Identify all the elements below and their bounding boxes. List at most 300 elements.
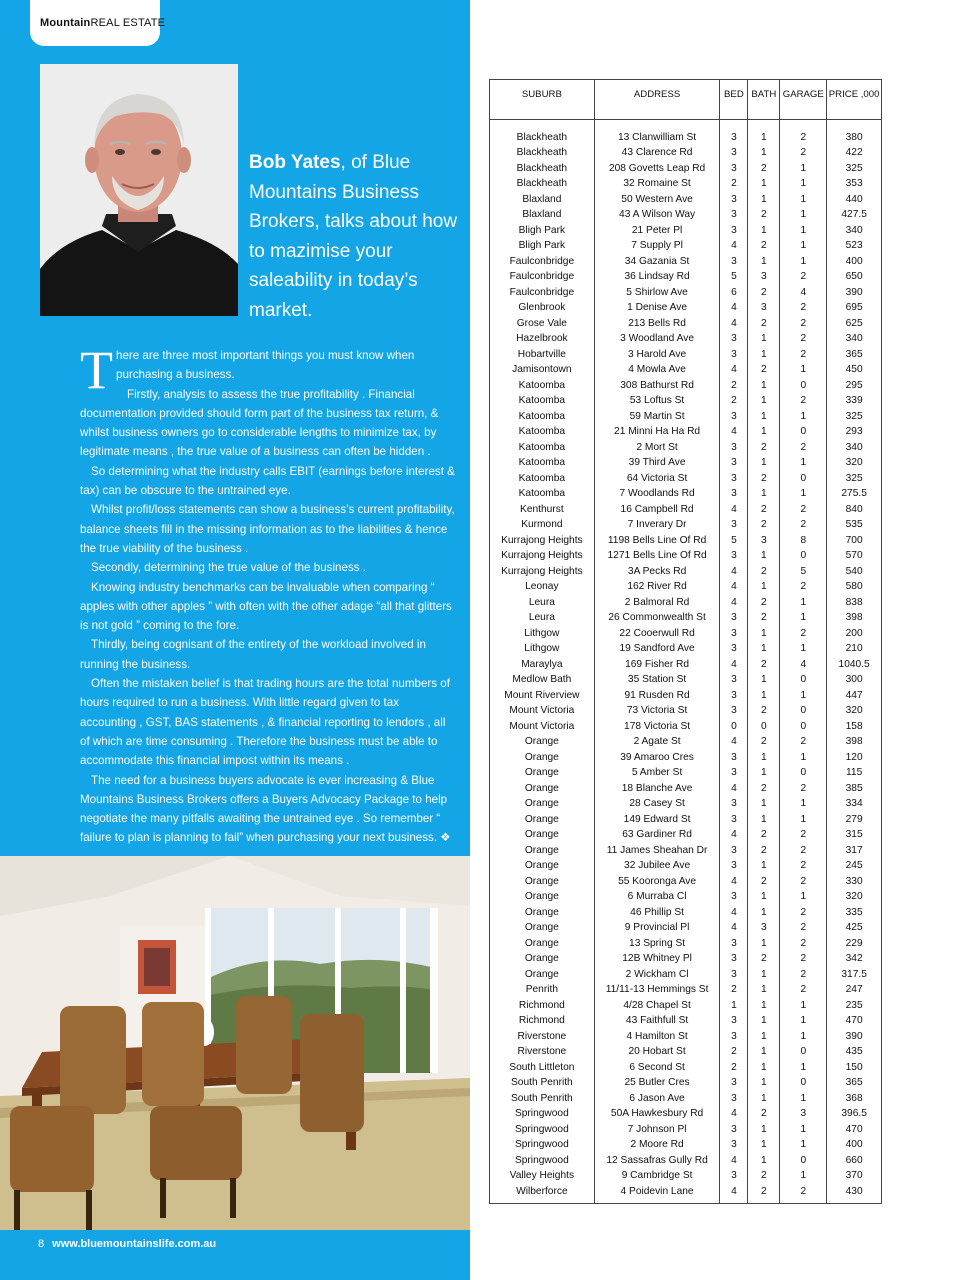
cell-garage: 1	[780, 362, 827, 378]
cell-price: 523	[827, 238, 882, 254]
col-header-bed: BED	[720, 80, 748, 120]
cell-garage: 2	[780, 858, 827, 874]
cell-bed: 4	[720, 920, 748, 936]
section-brand: Mountain	[40, 17, 91, 29]
cell-address: 7 Johnson Pl	[594, 1122, 720, 1138]
cell-suburb: Bligh Park	[490, 238, 595, 254]
table-row	[490, 1029, 882, 1045]
cell-bed: 4	[720, 316, 748, 332]
cell-garage: 1	[780, 238, 827, 254]
cell-garage: 2	[780, 781, 827, 797]
cell-bath: 2	[748, 471, 780, 487]
section-tab	[30, 0, 166, 46]
cell-bed: 4	[720, 734, 748, 750]
cell-bath: 1	[748, 1153, 780, 1169]
cell-address: 20 Hobart St	[594, 1044, 720, 1060]
cell-address: 213 Bells Rd	[594, 316, 720, 332]
cell-address: 50 Western Ave	[594, 192, 720, 208]
cell-bed: 4	[720, 1184, 748, 1204]
table-row	[490, 1106, 882, 1122]
cell-address: 63 Gardiner Rd	[594, 827, 720, 843]
table-row	[490, 533, 882, 549]
cell-bed: 4	[720, 905, 748, 921]
cell-garage: 2	[780, 331, 827, 347]
article-paragraph: Knowing industry benchmarks can be invaluable when comparing “ apples with other apples ” with often with the other adage “all that glitters is not gold ” coming to the fore.	[80, 580, 452, 633]
website-link[interactable]: www.bluemountainslife.com.au	[52, 1238, 217, 1250]
cell-price: 325	[827, 161, 882, 177]
cell-suburb: Lithgow	[490, 626, 595, 642]
cell-address: 6 Murraba Cl	[594, 889, 720, 905]
cell-suburb: Orange	[490, 750, 595, 766]
cell-bed: 3	[720, 517, 748, 533]
cell-address: 32 Romaine St	[594, 176, 720, 192]
cell-address: 26 Commonwealth St	[594, 610, 720, 626]
cell-garage: 2	[780, 626, 827, 642]
cell-suburb: Mount Victoria	[490, 719, 595, 735]
table-row	[490, 176, 882, 192]
cell-bath: 2	[748, 502, 780, 518]
cell-suburb: Blackheath	[490, 130, 595, 146]
cell-bed: 2	[720, 1044, 748, 1060]
spacer-cell	[748, 120, 780, 130]
cell-suburb: Orange	[490, 843, 595, 859]
cell-price: 650	[827, 269, 882, 285]
cell-price: 390	[827, 1029, 882, 1045]
cell-garage: 2	[780, 874, 827, 890]
table-row	[490, 471, 882, 487]
cell-price: 335	[827, 905, 882, 921]
cell-bed: 1	[720, 998, 748, 1014]
cell-suburb: South Littleton	[490, 1060, 595, 1076]
cell-bed: 3	[720, 688, 748, 704]
cell-bath: 1	[748, 424, 780, 440]
cell-suburb: Springwood	[490, 1106, 595, 1122]
cell-price: 120	[827, 750, 882, 766]
cell-price: 540	[827, 564, 882, 580]
cell-price: 396.5	[827, 1106, 882, 1122]
table-row	[490, 130, 882, 146]
drop-cap: T	[80, 340, 113, 400]
cell-garage: 1	[780, 176, 827, 192]
table-row	[490, 874, 882, 890]
cell-address: 19 Sandford Ave	[594, 641, 720, 657]
cell-price: 700	[827, 533, 882, 549]
cell-suburb: Richmond	[490, 1013, 595, 1029]
col-header-suburb: SUBURB	[490, 80, 595, 120]
cell-bath: 1	[748, 1137, 780, 1153]
cell-bed: 4	[720, 564, 748, 580]
article-paragraph: The need for a business buyers advocate is ever increasing & Blue Mountains Business Brokers offers a Buyers Advocacy Package to help negotiate the many pitfalls awaiting the untrained eye . So remember “ failure to plan is planning to fail” when purchasing your next business. ❖	[80, 773, 451, 845]
cell-bath: 1	[748, 579, 780, 595]
cell-bath: 2	[748, 207, 780, 223]
cell-suburb: Valley Heights	[490, 1168, 595, 1184]
cell-bed: 3	[720, 641, 748, 657]
cell-address: 5 Amber St	[594, 765, 720, 781]
cell-bath: 3	[748, 269, 780, 285]
cell-bed: 3	[720, 626, 748, 642]
cell-suburb: Orange	[490, 905, 595, 921]
cell-address: 1 Denise Ave	[594, 300, 720, 316]
cell-suburb: Orange	[490, 920, 595, 936]
cell-address: 55 Kooronga Ave	[594, 874, 720, 890]
dining-room-photo	[0, 856, 470, 1230]
table-row	[490, 610, 882, 626]
cell-suburb: Springwood	[490, 1153, 595, 1169]
cell-bath: 1	[748, 858, 780, 874]
article-paragraph: Secondly, determining the true value of the business .	[91, 561, 366, 575]
cell-garage: 2	[780, 951, 827, 967]
cell-bath: 1	[748, 672, 780, 688]
cell-garage: 2	[780, 936, 827, 952]
cell-address: 22 Cooerwull Rd	[594, 626, 720, 642]
table-row	[490, 362, 882, 378]
cell-suburb: Hobartville	[490, 347, 595, 363]
cell-bed: 5	[720, 269, 748, 285]
article-paragraph	[80, 340, 458, 462]
cell-address: 32 Jubilee Ave	[594, 858, 720, 874]
cell-bed: 2	[720, 393, 748, 409]
cell-garage: 1	[780, 1029, 827, 1045]
cell-garage: 2	[780, 347, 827, 363]
cell-address: 7 Supply Pl	[594, 238, 720, 254]
cell-price: 340	[827, 223, 882, 239]
cell-bath: 2	[748, 734, 780, 750]
cell-garage: 2	[780, 920, 827, 936]
cell-address: 59 Martin St	[594, 409, 720, 425]
table-row	[490, 145, 882, 161]
sales-results-table	[489, 79, 882, 1204]
cell-garage: 0	[780, 1075, 827, 1091]
spacer-cell	[594, 120, 720, 130]
cell-bed: 0	[720, 719, 748, 735]
cell-price: 317.5	[827, 967, 882, 983]
cell-bed: 3	[720, 1075, 748, 1091]
cell-bath: 2	[748, 1184, 780, 1204]
cell-suburb: Orange	[490, 765, 595, 781]
table-row	[490, 796, 882, 812]
cell-price: 435	[827, 1044, 882, 1060]
cell-bed: 5	[720, 533, 748, 549]
cell-address: 5 Shirlow Ave	[594, 285, 720, 301]
cell-bath: 2	[748, 874, 780, 890]
cell-price: 229	[827, 936, 882, 952]
section-name: REAL ESTATE	[90, 17, 166, 29]
cell-address: 35 Station St	[594, 672, 720, 688]
cell-bed: 2	[720, 378, 748, 394]
table-row	[490, 750, 882, 766]
cell-address: 43 A Wilson Way	[594, 207, 720, 223]
cell-address: 7 Inverary Dr	[594, 517, 720, 533]
headline-text: , of Blue Mountains Business Brokers, talks about how to mazimise your saleability in today’s market.	[249, 152, 458, 321]
cell-address: 21 Peter Pl	[594, 223, 720, 239]
cell-suburb: Katoomba	[490, 378, 595, 394]
cell-bath: 0	[748, 719, 780, 735]
cell-garage: 1	[780, 812, 827, 828]
table-row	[490, 409, 882, 425]
cell-garage: 0	[780, 471, 827, 487]
cell-bath: 1	[748, 192, 780, 208]
cell-address: 39 Third Ave	[594, 455, 720, 471]
spacer-cell	[780, 120, 827, 130]
cell-bed: 3	[720, 455, 748, 471]
cell-address: 162 River Rd	[594, 579, 720, 595]
cell-bed: 3	[720, 440, 748, 456]
cell-bed: 3	[720, 750, 748, 766]
table-row	[490, 905, 882, 921]
page-number: 8	[38, 1238, 45, 1250]
table-row	[490, 254, 882, 270]
cell-price: 293	[827, 424, 882, 440]
cell-price: 398	[827, 610, 882, 626]
cell-suburb: Katoomba	[490, 393, 595, 409]
cell-garage: 1	[780, 1060, 827, 1076]
table-row	[490, 207, 882, 223]
cell-bed: 2	[720, 1060, 748, 1076]
cell-bed: 3	[720, 1122, 748, 1138]
cell-bath: 1	[748, 750, 780, 766]
cell-bath: 3	[748, 300, 780, 316]
article-headline	[249, 148, 461, 326]
table-row	[490, 967, 882, 983]
cell-bed: 3	[720, 347, 748, 363]
cell-bath: 1	[748, 967, 780, 983]
cell-price: 325	[827, 471, 882, 487]
cell-price: 430	[827, 1184, 882, 1204]
table-row	[490, 998, 882, 1014]
cell-bath: 2	[748, 951, 780, 967]
cell-suburb: Faulconbridge	[490, 285, 595, 301]
cell-garage: 0	[780, 719, 827, 735]
cell-suburb: Springwood	[490, 1122, 595, 1138]
cell-garage: 1	[780, 998, 827, 1014]
spacer-cell	[490, 120, 595, 130]
cell-garage: 2	[780, 827, 827, 843]
cell-address: 149 Edward St	[594, 812, 720, 828]
article-paragraph: Whilst profit/loss statements can show a business’s current profitability, balance sheets fill in the missing information as to the liabilities & hence the true viability of the business .	[80, 503, 455, 555]
cell-address: 4 Mowla Ave	[594, 362, 720, 378]
cell-address: 6 Jason Ave	[594, 1091, 720, 1107]
cell-address: 11 James Sheahan Dr	[594, 843, 720, 859]
section-label	[40, 17, 165, 29]
cell-bed: 2	[720, 176, 748, 192]
cell-bath: 2	[748, 517, 780, 533]
author-name: Bob Yates	[249, 152, 341, 173]
cell-suburb: Leura	[490, 610, 595, 626]
cell-price: 625	[827, 316, 882, 332]
cell-bath: 1	[748, 626, 780, 642]
cell-bath: 1	[748, 1091, 780, 1107]
cell-garage: 2	[780, 982, 827, 998]
cell-suburb: Grose Vale	[490, 316, 595, 332]
cell-suburb: Lithgow	[490, 641, 595, 657]
table-row	[490, 1184, 882, 1204]
cell-garage: 1	[780, 254, 827, 270]
cell-garage: 1	[780, 889, 827, 905]
cell-garage: 1	[780, 750, 827, 766]
table-row	[490, 517, 882, 533]
cell-price: 660	[827, 1153, 882, 1169]
cell-address: 43 Faithfull St	[594, 1013, 720, 1029]
cell-bath: 2	[748, 161, 780, 177]
cell-bed: 3	[720, 812, 748, 828]
cell-address: 9 Provincial Pl	[594, 920, 720, 936]
cell-bed: 3	[720, 703, 748, 719]
cell-price: 320	[827, 455, 882, 471]
cell-bed: 3	[720, 1168, 748, 1184]
cell-bed: 3	[720, 223, 748, 239]
cell-bed: 3	[720, 548, 748, 564]
cell-address: 39 Amaroo Cres	[594, 750, 720, 766]
table-row	[490, 424, 882, 440]
cell-bath: 2	[748, 1168, 780, 1184]
cell-bath: 1	[748, 1029, 780, 1045]
cell-garage: 0	[780, 672, 827, 688]
cell-price: 427.5	[827, 207, 882, 223]
cell-bath: 3	[748, 533, 780, 549]
cell-bed: 3	[720, 765, 748, 781]
cell-price: 325	[827, 409, 882, 425]
cell-suburb: Kurrajong Heights	[490, 533, 595, 549]
cell-garage: 1	[780, 1122, 827, 1138]
cell-bed: 4	[720, 238, 748, 254]
cell-garage: 0	[780, 765, 827, 781]
table-body	[490, 120, 882, 1204]
col-header-address: ADDRESS	[594, 80, 720, 120]
col-header-bath: BATH	[748, 80, 780, 120]
cell-price: 150	[827, 1060, 882, 1076]
table-row	[490, 579, 882, 595]
cell-price: 580	[827, 579, 882, 595]
cell-price: 340	[827, 331, 882, 347]
table-row	[490, 626, 882, 642]
cell-suburb: Katoomba	[490, 424, 595, 440]
table-row	[490, 347, 882, 363]
article-intro: here are three most important things you must know when purchasing a business.	[116, 349, 415, 382]
cell-garage: 1	[780, 486, 827, 502]
cell-bed: 3	[720, 672, 748, 688]
cell-address: 36 Lindsay Rd	[594, 269, 720, 285]
cell-suburb: Kurmond	[490, 517, 595, 533]
cell-address: 1198 Bells Line Of Rd	[594, 533, 720, 549]
cell-suburb: Orange	[490, 827, 595, 843]
cell-bed: 4	[720, 300, 748, 316]
cell-garage: 1	[780, 455, 827, 471]
cell-garage: 2	[780, 316, 827, 332]
article-text: Firstly, analysis to assess the true profitability . Financial documentation provided should form part of the business tax return, & whilst business owners go to considerable lengths to minimize tax, by legitimate means , the true value of a business can often be hidden .	[80, 387, 439, 459]
cell-price: 838	[827, 595, 882, 611]
cell-price: 368	[827, 1091, 882, 1107]
cell-price: 470	[827, 1122, 882, 1138]
cell-suburb: Leonay	[490, 579, 595, 595]
cell-address: 28 Casey St	[594, 796, 720, 812]
cell-bath: 1	[748, 548, 780, 564]
table-row	[490, 223, 882, 239]
cell-price: 390	[827, 285, 882, 301]
cell-bath: 1	[748, 409, 780, 425]
cell-bath: 1	[748, 130, 780, 146]
cell-bath: 1	[748, 796, 780, 812]
cell-garage: 1	[780, 1137, 827, 1153]
cell-bed: 3	[720, 889, 748, 905]
cell-bath: 1	[748, 455, 780, 471]
cell-suburb: Kurrajong Heights	[490, 564, 595, 580]
cell-price: 340	[827, 440, 882, 456]
article-paragraph: Thirdly, being cognisant of the entirety of the workload involved in running the business.	[80, 638, 426, 671]
cell-price: 320	[827, 703, 882, 719]
table-row	[490, 393, 882, 409]
cell-address: 178 Victoria St	[594, 719, 720, 735]
table-row	[490, 1075, 882, 1091]
cell-suburb: Orange	[490, 936, 595, 952]
cell-garage: 2	[780, 843, 827, 859]
cell-garage: 0	[780, 1044, 827, 1060]
article-paragraph: Often the mistaken belief is that trading hours are the total numbers of hours required to run a business. With little regard given to tax accounting , GST, BAS statements , & financial reporting to lendors , all of which are time consuming . Therefore the business must be able to accommodate this financial impost within its means .	[80, 677, 450, 768]
cell-suburb: Kurrajong Heights	[490, 548, 595, 564]
cell-address: 3 Harold Ave	[594, 347, 720, 363]
cell-garage: 1	[780, 796, 827, 812]
cell-price: 385	[827, 781, 882, 797]
cell-price: 570	[827, 548, 882, 564]
table-row	[490, 920, 882, 936]
cell-price: 470	[827, 1013, 882, 1029]
cell-bed: 4	[720, 874, 748, 890]
cell-bath: 2	[748, 595, 780, 611]
cell-bath: 2	[748, 1106, 780, 1122]
cell-bed: 4	[720, 827, 748, 843]
cell-bath: 1	[748, 905, 780, 921]
cell-address: 2 Mort St	[594, 440, 720, 456]
table-row	[490, 300, 882, 316]
table-row	[490, 781, 882, 797]
cell-bath: 3	[748, 920, 780, 936]
cell-address: 2 Agate St	[594, 734, 720, 750]
cell-address: 2 Moore Rd	[594, 1137, 720, 1153]
cell-bed: 4	[720, 424, 748, 440]
table-row	[490, 440, 882, 456]
cell-price: 295	[827, 378, 882, 394]
table-row	[490, 1168, 882, 1184]
cell-price: 535	[827, 517, 882, 533]
cell-suburb: Leura	[490, 595, 595, 611]
cell-bed: 3	[720, 471, 748, 487]
cell-bed: 3	[720, 409, 748, 425]
table-row	[490, 316, 882, 332]
cell-bath: 1	[748, 1044, 780, 1060]
cell-address: 12B Whitney Pl	[594, 951, 720, 967]
table-row	[490, 765, 882, 781]
cell-suburb: Katoomba	[490, 440, 595, 456]
cell-price: 115	[827, 765, 882, 781]
cell-bed: 4	[720, 579, 748, 595]
cell-address: 9 Cambridge St	[594, 1168, 720, 1184]
cell-address: 3 Woodland Ave	[594, 331, 720, 347]
cell-bath: 1	[748, 1075, 780, 1091]
cell-bath: 2	[748, 827, 780, 843]
cell-suburb: Jamisontown	[490, 362, 595, 378]
cell-garage: 0	[780, 424, 827, 440]
cell-address: 11/11-13 Hemmings St	[594, 982, 720, 998]
cell-garage: 1	[780, 1013, 827, 1029]
table-row	[490, 858, 882, 874]
cell-suburb: Katoomba	[490, 486, 595, 502]
cell-suburb: Orange	[490, 889, 595, 905]
cell-bed: 3	[720, 145, 748, 161]
table-row	[490, 548, 882, 564]
cell-garage: 2	[780, 905, 827, 921]
cell-garage: 4	[780, 657, 827, 673]
cell-price: 840	[827, 502, 882, 518]
cell-price: 1040.5	[827, 657, 882, 673]
